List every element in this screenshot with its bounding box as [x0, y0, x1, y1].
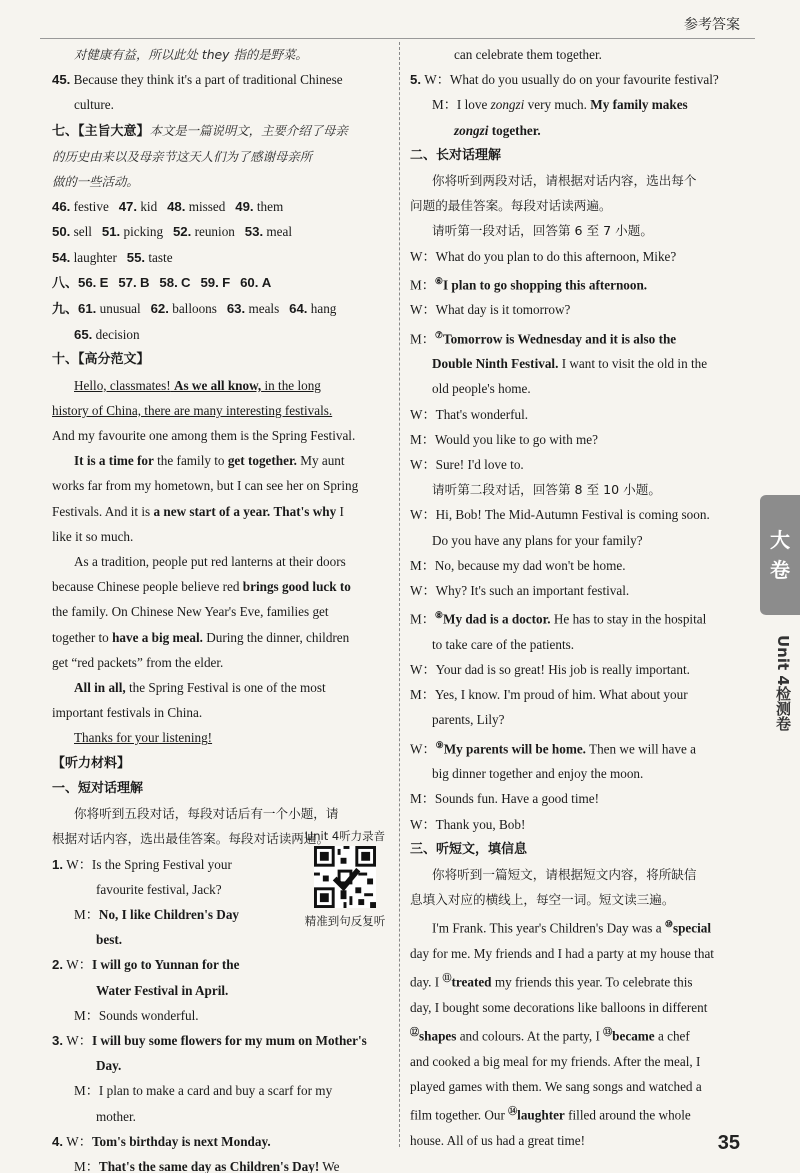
side-tab	[760, 495, 800, 615]
header-divider	[40, 38, 755, 39]
dialogue-line: Double Ninth Festival. I want to visit the old in the	[432, 356, 708, 372]
dialogue-line: W：What day is it tomorrow?	[410, 302, 571, 318]
qr-code-icon[interactable]	[314, 846, 376, 908]
answers-50-53: 50. sell 51. picking 52. reunion 53. meal	[52, 224, 293, 240]
dialogue-line: W：That's wonderful.	[410, 406, 529, 422]
dialogue-line: parents, Lily?	[432, 712, 505, 728]
dialogue-line: M：Yes, I know. I'm proud of him. What about your	[410, 687, 688, 703]
dialogue-line: W：Thank you, Bob!	[410, 816, 526, 832]
text-line: culture.	[74, 97, 114, 113]
dialogue-line: M：I love zongzi very much. My family makes	[432, 97, 688, 113]
marker-13-icon: ⑬	[603, 1027, 613, 1038]
essay-line: history of China, there are many interesting festivals.	[52, 402, 333, 418]
answers-61-64: 九、61. unusual 62. balloons 63. meals 64. hang	[52, 301, 337, 318]
dialogue-line: M：I plan to make a card and buy a scarf for my	[74, 1083, 333, 1099]
side-tab-top: 大	[770, 528, 790, 552]
text-line: 的历史由来以及母亲节这天人们为了感谢母亲所	[52, 148, 313, 164]
answer-65: 65. decision	[74, 327, 140, 343]
instruction-line: 根据对话内容，选出最佳答案。每段对话读两遍。	[52, 831, 330, 847]
instruction-line: 你将听到两段对话，请根据对话内容，选出每个	[432, 173, 697, 189]
passage-line: day, I bought some decorations like balloons in different	[410, 999, 708, 1015]
side-tab-bottom: 卷	[770, 558, 790, 582]
dialogue-line: 1. W：Is the Spring Festival your	[52, 856, 232, 872]
dialogue-line: W：Why? It's such an important festival.	[410, 583, 630, 599]
page-number: 35	[717, 1132, 740, 1154]
marker-8-icon: ⑧	[434, 610, 443, 621]
marker-9-icon: ⑨	[435, 739, 444, 750]
instruction-line: 息填入对应的横线上，每空一词。短文读三遍。	[410, 892, 675, 908]
dialogue-line: zongzi together.	[454, 122, 541, 138]
essay-line: the family. On Chinese New Year's Eve, families get	[52, 604, 329, 620]
dialogue-line: old people's home.	[432, 381, 531, 397]
dialogue-line: can celebrate them together.	[454, 47, 602, 62]
dialogue-line: M：⑥I plan to go shopping this afternoon.	[410, 275, 648, 293]
dialogue-line: M：No, because my dad won't be home.	[410, 557, 626, 573]
marker-10-icon: ⑩	[664, 919, 673, 930]
dialogue-line: favourite festival, Jack?	[96, 881, 222, 897]
answer-45: 45. Because they think it's a part of traditional Chinese	[52, 72, 343, 88]
dialogue-line: M：Sounds fun. Have a good time!	[410, 791, 599, 807]
right-column	[410, 42, 750, 1153]
dialogue-line: W：⑨My parents will be home. Then we will have a	[410, 739, 696, 757]
part-2-title: 二、长对话理解	[410, 147, 502, 163]
essay-line: All in all, the Spring Festival is one of the most	[74, 680, 326, 696]
qr-code-block[interactable]	[295, 828, 395, 929]
text-line: 做的一些活动。	[52, 174, 139, 190]
listening-material-title: 【听力材料】	[52, 755, 131, 771]
essay-line: Thanks for your listening!	[74, 730, 213, 746]
dialogue-line: 3. W：I will buy some flowers for my mum on Mother's	[52, 1032, 367, 1048]
dialogue-line: M：Would you like to go with me?	[410, 431, 598, 447]
dialogue-line: M：No, I like Children's Day	[74, 906, 240, 922]
dialogue-line: Water Festival in April.	[96, 982, 229, 998]
marker-14-icon: ⑭	[508, 1106, 518, 1117]
part-1-title: 一、短对话理解	[52, 780, 144, 796]
side-unit-label: Unit 4检测卷	[774, 635, 792, 731]
essay-line: like it so much.	[52, 528, 134, 544]
essay-line: works far from my hometown, but I can see her on Spring	[52, 478, 359, 494]
dialogue-line: M：That's the same day as Children's Day! We	[74, 1158, 340, 1173]
passage-line: and cooked a big meal for my friends. After the meal, I	[410, 1053, 701, 1069]
qr-footer: 精准到句反复听	[304, 914, 386, 928]
essay-line: Hello, classmates! As we all know, in the long	[74, 377, 321, 393]
column-divider	[399, 42, 400, 1147]
instruction-line: 请听第二段对话，回答第 8 至 10 小题。	[432, 482, 661, 498]
dialogue-line: 4. W：Tom's birthday is next Monday.	[52, 1133, 271, 1149]
essay-line: It is a time for the family to get together. My aunt	[74, 453, 345, 469]
dialogue-line: to take care of the patients.	[432, 636, 575, 652]
essay-line: together to have a big meal. During the dinner, children	[52, 629, 350, 645]
passage-line: film together. Our ⑭laughter filled around the whole	[410, 1106, 691, 1123]
instruction-line: 你将听到五段对话，每段对话后有一个小题，请	[74, 806, 339, 822]
instruction-line: 你将听到一篇短文，请根据短文内容，将所缺信	[432, 867, 697, 883]
passage-line: day for me. My friends and I had a party at my house that	[410, 946, 714, 962]
passage-line: house. All of us had a great time!	[410, 1132, 586, 1148]
qr-title: Unit 4听力录音	[304, 829, 386, 843]
part-3-title: 三、听短文，填信息	[410, 841, 528, 857]
instruction-line: 问题的最佳答案。每段对话读两遍。	[410, 198, 612, 214]
dialogue-line: Day.	[96, 1058, 122, 1074]
text-line: 对健康有益，所以此处 they 指的是野菜。	[74, 47, 308, 62]
dialogue-line: M：Sounds wonderful.	[74, 1007, 199, 1023]
page-header-label: 参考答案	[684, 17, 740, 33]
dialogue-line: M：⑦Tomorrow is Wednesday and it is also the	[410, 329, 677, 347]
dialogue-line: W：What do you plan to do this afternoon, Mike?	[410, 248, 677, 264]
dialogue-line: M：⑧My dad is a doctor. He has to stay in the hospital	[410, 610, 707, 627]
answers-56-60: 八、56. E 57. B 58. C 59. F 60. A	[52, 274, 272, 291]
marker-6-icon: ⑥	[434, 275, 443, 286]
left-column	[52, 42, 390, 1173]
passage-line: played games with them. We sang songs and watched a	[410, 1078, 702, 1094]
marker-7-icon: ⑦	[434, 329, 443, 340]
dialogue-line: mother.	[96, 1108, 136, 1124]
answers-54-55: 54. laughter 55. taste	[52, 249, 173, 265]
dialogue-line: W：Your dad is so great! His job is really important.	[410, 662, 690, 678]
instruction-line: 请听第一段对话，回答第 6 至 7 小题。	[432, 223, 653, 239]
essay-line: get “red packets” from the elder.	[52, 654, 224, 670]
dialogue-line: Do you have any plans for your family?	[432, 532, 643, 548]
essay-line: As a tradition, people put red lanterns at their doors	[74, 554, 346, 570]
answers-46-49: 46. festive 47. kid 48. missed 49. them	[52, 199, 284, 215]
section-7: 七、【主旨大意】本文是一篇说明文，主要介绍了母亲	[52, 122, 348, 139]
essay-line: important festivals in China.	[52, 705, 203, 721]
passage-line: day. I ⑪treated my friends this year. To celebrate this	[410, 973, 693, 990]
dialogue-line: best.	[96, 932, 123, 948]
dialogue-line: 2. W：I will go to Yunnan for the	[52, 957, 240, 973]
essay-line: Festivals. And it is a new start of a year. That's why I	[52, 503, 344, 519]
dialogue-line: big dinner together and enjoy the moon.	[432, 766, 644, 782]
passage-line: I'm Frank. This year's Children's Day was a ⑩special	[432, 919, 712, 936]
passage-line: ⑫shapes and colours. At the party, I ⑬became a chef	[410, 1027, 690, 1044]
marker-11-icon: ⑪	[442, 973, 452, 984]
essay-line: And my favourite one among them is the Spring Festival.	[52, 428, 356, 444]
dialogue-line: 5. W：What do you usually do on your favourite festival?	[410, 72, 719, 88]
dialogue-line: W：Hi, Bob! The Mid-Autumn Festival is coming soon.	[410, 507, 710, 523]
marker-12-icon: ⑫	[410, 1027, 420, 1038]
essay-line: because Chinese people believe red brings good luck to	[52, 579, 351, 595]
dialogue-line: W：Sure! I'd love to.	[410, 457, 524, 473]
section-10-title: 十、【高分范文】	[52, 352, 150, 368]
